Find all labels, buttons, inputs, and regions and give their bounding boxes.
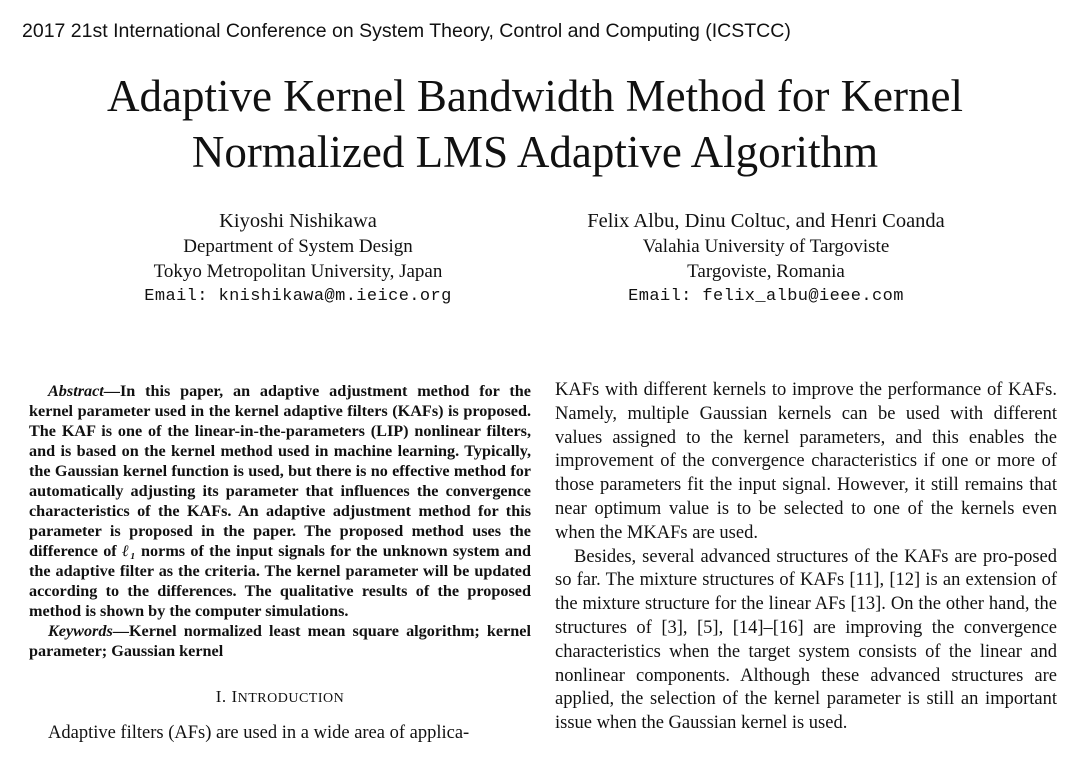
author-email: Email: knishikawa@m.ieice.org xyxy=(144,287,452,306)
keywords-label: Keywords xyxy=(48,622,113,640)
abstract-text-part-2: norms of the input signals for the unknown system and the adaptive filter as the criteria. The kernel parameter will be updated according to the differences. The qualitative results of the proposed method is shown by the computer simulations. xyxy=(29,542,531,620)
abstract-math-l1: ℓ₁ xyxy=(121,542,136,560)
paper-title-line-1: Adaptive Kernel Bandwidth Method for Kernel xyxy=(106,71,963,121)
section-heading-introduction xyxy=(29,687,531,709)
keywords-text: —Kernel normalized least mean square algorithm; kernel parameter; Gaussian kernel xyxy=(29,622,531,660)
left-column xyxy=(29,381,531,745)
intro-paragraph: Adaptive filters (AFs) are used in a wide area of applica- xyxy=(48,723,470,743)
author-affiliation: Tokyo Metropolitan University, Japan xyxy=(153,261,443,282)
section-first-letter: I xyxy=(231,687,238,706)
author-name: Kiyoshi Nishikawa xyxy=(219,210,377,232)
abstract xyxy=(29,381,531,621)
section-numeral: I. xyxy=(215,687,232,706)
author-affiliation: Targoviste, Romania xyxy=(687,261,845,282)
abstract-label: Abstract xyxy=(48,382,104,400)
author-department: Department of System Design xyxy=(183,236,413,257)
right-paragraph-2: Besides, several advanced structures of the KAFs are pro-posed so far. The mixture structures of KAFs [11], [12] is an extension of the mixture structure for the linear AFs [13]. On the other hand, the structures of [3], [5], [14]–[16] are improving the convergence characteristics when the target system consists of the linear and nonlinear components. Although these advanced structures are applied, the selection of the kernel parameter is still an important issue when the Gaussian kernel is used. xyxy=(555,546,1057,734)
author-email: Email: felix_albu@ieee.com xyxy=(628,287,904,306)
author-block-2 xyxy=(516,209,1016,309)
right-column xyxy=(555,379,1057,736)
author-block-1 xyxy=(48,209,548,309)
abstract-text-part-1: —In this paper, an adaptive adjustment method for the kernel parameter used in the kernel adaptive filters (KAFs) is proposed. The KAF is one of the linear-in-the-parameters (LIP) nonlinear filters, and is based on the kernel method used in machine learning. Typically, the Gaussian kernel function is used, but there is no effective method for automatically adjusting its parameter that influences the convergence characteristics of the KAFs. An adaptive adjustment method for this parameter is proposed in the paper. The proposed method uses the difference of xyxy=(29,382,531,560)
author-name: Felix Albu, Dinu Coltuc, and Henri Coanda xyxy=(587,210,945,232)
section-rest: NTRODUCTION xyxy=(237,691,345,706)
author-department: Valahia University of Targoviste xyxy=(642,236,890,257)
right-paragraph-1: KAFs with different kernels to improve the performance of KAFs. Namely, multiple Gaussian kernels can be used with different values assigned to the kernel parameters, and this enables the improvement of the convergence characteristics if one or more of those parameters fit the input signal. However, it still remains that near optimum value is to be selected to one of the kernels even when the MKAFs are used. xyxy=(555,380,1057,543)
paper-title-line-2: Normalized LMS Adaptive Algorithm xyxy=(191,127,879,177)
conference-header: 2017 21st International Conference on System Theory, Control and Computing (ICSTCC) xyxy=(22,20,791,42)
keywords xyxy=(29,621,531,661)
